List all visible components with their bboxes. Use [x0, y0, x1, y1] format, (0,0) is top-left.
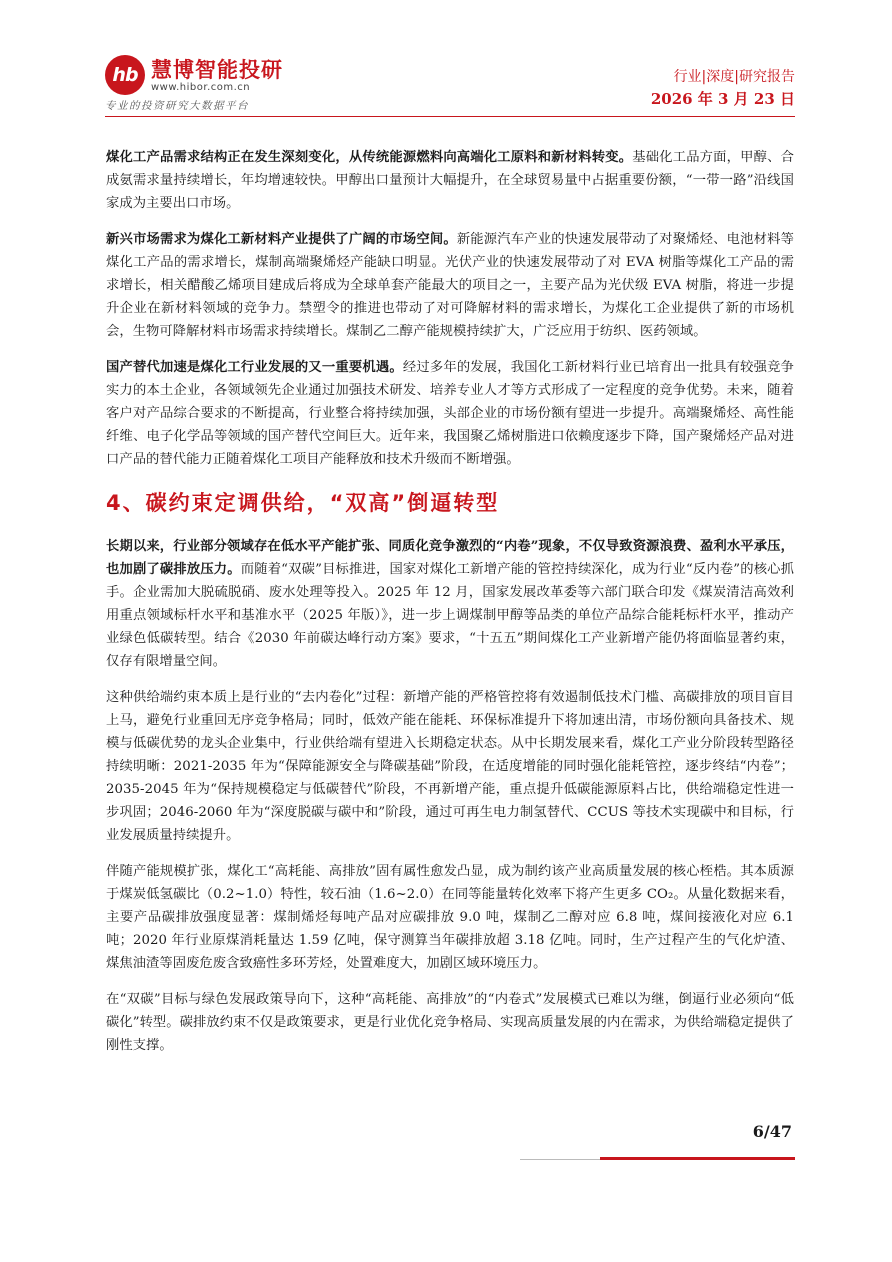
paragraph-low-carbon: 在“双碳”目标与绿色发展政策导向下，这种“高耗能、高排放”的“内卷式”发展模式已难以为继，倒逼行业必须向“低碳化”转型。碳排放约束不仅是政策要求，更是行业优化竞争格局、实现高质量发展的内在需求，为供给端稳定提供了刚性支撑。 [106, 992, 794, 1053]
paragraph-body: 基础化工品方面，甲醇、合成氨需求量持续增长，年均增速较快。甲醇出口量预计大幅提升，在全球贸易量中占据重要份额，“一带一路”沿线国家成为主要出口市场。 [106, 150, 794, 211]
paragraph-lead: 国产替代加速是煤化工行业发展的又一重要机遇。 [106, 360, 403, 375]
paragraph-emerging-markets [106, 228, 794, 343]
logo-name: 慧博智能投研 [151, 58, 283, 82]
paragraph-body: 而随着“双碳”目标推进，国家对煤化工新增产能的管控持续深化，成为行业“反内卷”的核心抓手。企业需加大脱硫脱硝、废水处理等投入。2025 年 12 月，国家发展改革委等六部门联合印发《煤炭清洁高效利用重点领域标杆水平和基准水平（2025 年版）》，进一步上调煤制甲醇等品类的单位产品综合能耗标杆水平，推动产业绿色低碳转型。结合《2030 年前碳达峰行动方案》要求，“十五五”期间煤化工产业新增产能仍将面临显著约束，仅存有限增量空间。 [106, 562, 795, 669]
page-number: 6/47 [752, 1122, 792, 1141]
footer-accent-bar [600, 1157, 795, 1160]
paragraph-lead: 新兴市场需求为煤化工新材料产业提供了广阔的市场空间。 [106, 232, 457, 247]
paragraph-supply-constraint: 这种供给端约束本质上是行业的“去内卷化”过程：新增产能的严格管控将有效遏制低技术门槛、高碳排放的项目盲目上马，避免行业重回无序竞争格局；同时，低效产能在能耗、环保标准提升下将加速出清，市场份额向具备技术、规模与低碳优势的龙头企业集中，行业供给端有望进入长期稳定状态。从中长期发展来看，煤化工产业分阶段转型路径持续明晰：2021-2035 年为“保障能源安全与降碳基础”阶段，在适度增能的同时强化能耗管控，逐步终结“内卷”；2035-2045 年为“保持规模稳定与低碳替代”阶段，不再新增产能，重点提升低碳能源原料占比，供给端稳定性进一步巩固；2046-2060 年为“深度脱碳与碳中和”阶段，通过可再生电力制氢替代、CCUS 等技术实现碳中和目标，行业发展质量持续提升。 [106, 690, 794, 843]
hibor-logo-icon: hb [105, 55, 145, 95]
report-date: 2026 年 3 月 23 日 [650, 90, 795, 108]
paragraph-body: 新能源汽车产业的快速发展带动了对聚烯烃、电池材料等煤化工产品的需求增长，煤制高端聚烯烃产能缺口明显。光伏产业的快速发展带动了对 EVA 树脂等煤化工产品的需求增长，相关醋酸乙烯项目建成后将成为全球单套产能最大的项目之一，主要产品为光伏级 EVA 树脂，将进一步提升企业在新材料领域的竞争力。禁塑令的推进也带动了对可降解材料的需求增长，为煤化工企业提供了新的市场机会，生物可降解材料市场需求持续增长。煤制乙二醇产能规模持续扩大，广泛应用于纺织、医药领域。 [106, 232, 794, 339]
report-type: 行业|深度|研究报告 [673, 69, 795, 85]
document-body [106, 146, 794, 1070]
paragraph-involution [106, 535, 794, 673]
section-heading: 4、碳约束定调供给，“双高”倒逼转型 [106, 491, 500, 515]
logo-slogan: 专业的投资研究大数据平台 [105, 100, 249, 112]
paragraph-lead: 长期以来，行业部分领域存在低水平产能扩张、同质化竞争激烈的“内卷”现象，不仅导致资源浪费、盈利水平承压，也加剧了碳排放压力。 [106, 539, 794, 577]
header-divider [105, 116, 795, 117]
paragraph-lead: 煤化工产品需求结构正在发生深刻变化，从传统能源燃料向高端化工原料和新材料转变。 [106, 150, 633, 165]
logo-url: www.hibor.com.cn [151, 82, 251, 93]
report-header [105, 52, 795, 120]
paragraph-demand-structure [106, 146, 794, 215]
paragraph-import-substitution [106, 356, 794, 471]
paragraph-emissions: 伴随产能规模扩张，煤化工“高耗能、高排放”固有属性愈发凸显，成为制约该产业高质量发展的核心桎梏。其本质源于煤炭低氢碳比（0.2~1.0）特性，较石油（1.6~2.0）在同等能量转化效率下将产生更多 CO₂。从量化数据来看，主要产品碳排放强度显著：煤制烯烃每吨产品对应碳排放 9.0 吨，煤制乙二醇对应 6.8 吨，煤间接液化对应 6.1 吨；2020 年行业原煤消耗量达 1.59 亿吨，保守测算当年碳排放超 3.18 亿吨。同时，生产过程产生的气化炉渣、煤焦油渣等固废危废含致癌性多环芳烃，处置难度大，加剧区域环境压力。 [106, 864, 794, 971]
paragraph-body: 经过多年的发展，我国化工新材料行业已培育出一批具有较强竞争实力的本土企业，各领域领先企业通过加强技术研发、培养专业人才等方式形成了一定程度的竞争优势。未来，随着客户对产品综合要求的不断提高，行业整合将持续加强，头部企业的市场份额有望进一步提升。高端聚烯烃、高性能纤维、电子化学品等领域的国产替代空间巨大。近年来，我国聚乙烯树脂进口依赖度逐步下降，国产聚烯烃产品对进口产品的替代能力正随着煤化工项目产能释放和技术升级而不断增强。 [106, 360, 794, 467]
